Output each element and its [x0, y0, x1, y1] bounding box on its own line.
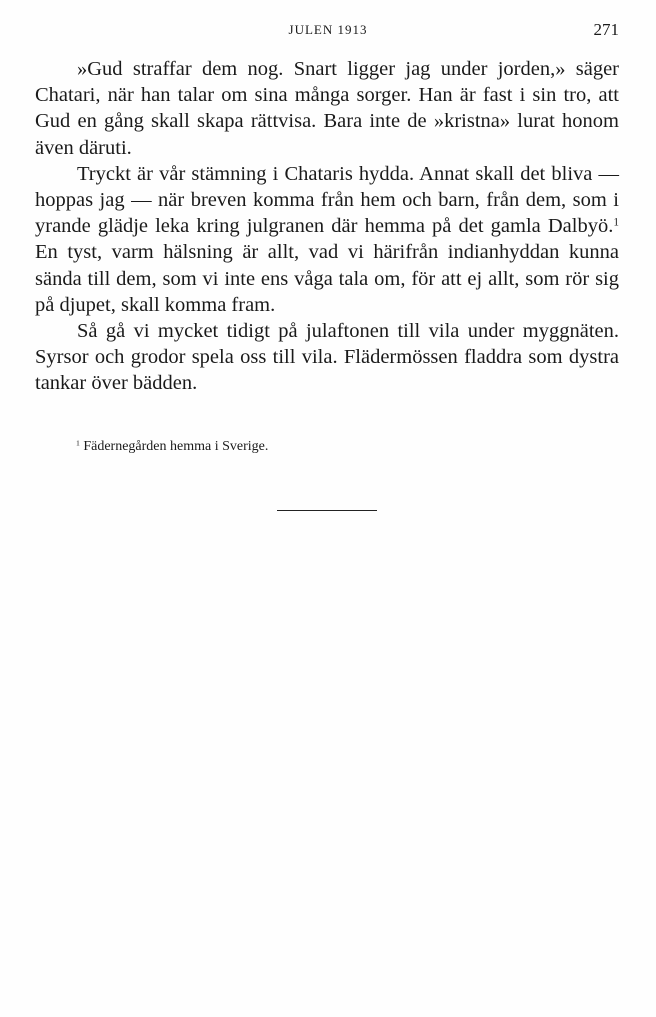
- body-text: [35, 56, 619, 397]
- paragraph-3: Så gå vi mycket tidigt på julaftonen till vila under myggnäten. Syrsor och grodor spela oss till vila. Flädermössen fladdra som dystra tankar över bädden.: [35, 320, 619, 395]
- running-title: JULEN 1913: [288, 22, 368, 37]
- section-divider: [277, 510, 377, 511]
- footnote-reference: 1: [613, 216, 619, 229]
- page-number: 271: [593, 20, 619, 39]
- paragraph-1: »Gud straffar dem nog. Snart ligger jag under jorden,» säger Chatari, när han talar om sina många sorger. Han är fast i sin tro, att Gud en gång skall skapa rättvisa. Bara inte de »kristna» lurat honom även däruti.: [35, 58, 619, 159]
- footnote-text: Fädernegården hemma i Sverige.: [79, 439, 269, 454]
- paragraph-2: [35, 161, 619, 318]
- footnote: [76, 438, 268, 456]
- paragraph-2-text-b: En tyst, varm hälsning är allt, vad vi härifrån indianhyddan kunna sända till dem, som vi inte ens våga tala om, för att ej allt, som rör sig på djupet, skall komma fram.: [35, 241, 619, 316]
- footnote-mark: 1: [76, 438, 80, 448]
- running-header: [0, 18, 656, 42]
- paragraph-2-text-a: Tryckt är vår stämning i Chataris hydda. Annat skall det bliva — hoppas jag — när breven komma från hem och barn, från dem, som i yrande glädje leka kring julgranen där hemma på det gamla Dalbyö.: [35, 162, 619, 238]
